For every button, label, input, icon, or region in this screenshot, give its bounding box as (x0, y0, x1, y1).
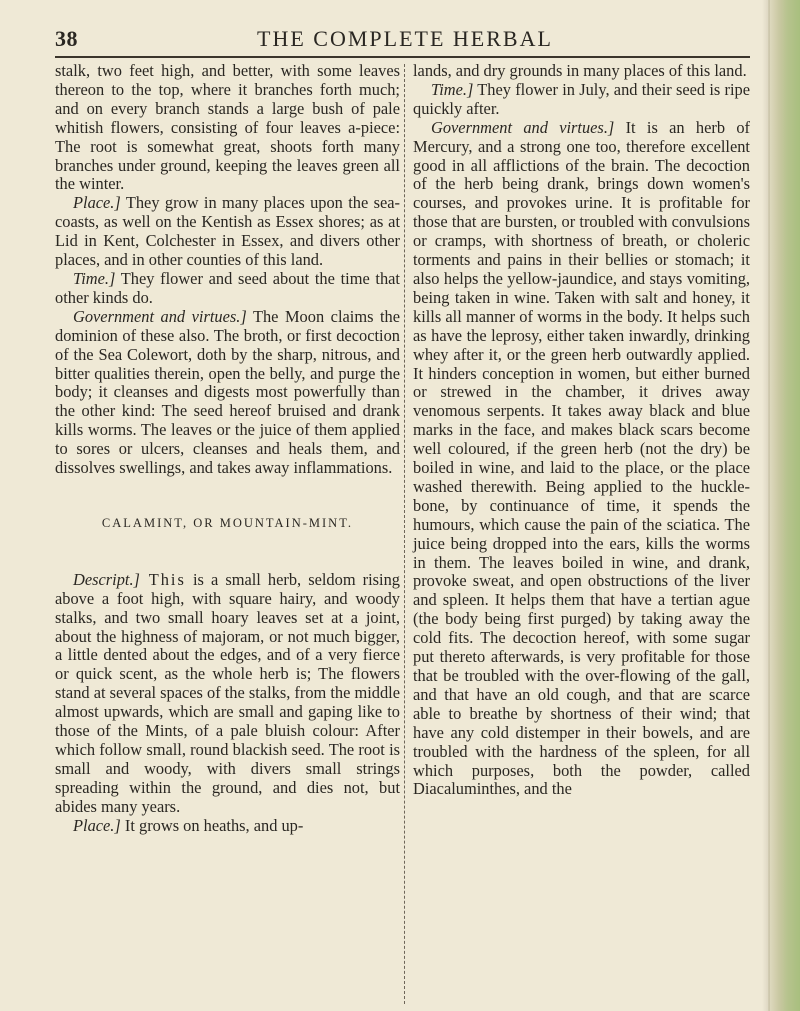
header-rule (55, 56, 750, 58)
left-paragraph-1: stalk, two feet high, and better, with some leaves thereon to the top, where it branches forth much; and on every branch stands a large bush of pale whitish flowers, consisting of four leaves a-piece: The root is somewhat great, shoots forth many branches under ground, keeping the leaves green all the winter. (55, 61, 400, 194)
government-label: Government and virtues.] (73, 306, 247, 326)
right-column (413, 62, 750, 799)
time-label: Time.] (73, 268, 116, 288)
left-paragraph-descript (55, 571, 400, 817)
right-paragraph-government (413, 119, 750, 800)
page-edge (768, 0, 800, 1011)
left-paragraph-government (55, 308, 400, 478)
place-label: Place.] (73, 193, 121, 213)
section-heading: CALAMINT, OR MOUNTAIN-MINT. (101, 515, 354, 530)
government-text: The Moon claims the dominion of these also. The broth, or first decoction of the Sea Colewort, doth by the sharp, nitrous, and bitter qualities therein, open the belly, and purge the body; it cleanses and digests most powerfully than the other kind: The seed hereof bruised and drank kills worms. The leaves or the juice of them applied to sores or ulcers, cleanses and heals them, and dissolves swellings, and takes away inflammations. (55, 306, 401, 478)
descript-text: is a small herb, seldom rising above a foot high, with square hairy, and woody stalks, and two small hoary leaves set at a joint, about the highness of majoram, or not much bigger, a little dented about the edges, and of a very fierce or quick scent, as the whole herb is; The flowers stand at several spaces of the stalks, from the middle almost upwards, which are small and gaping like to those of the Mints, of a pale bluish colour: After which follow small, round blackish seed. The root is small and woody, with divers small strings spreading within the ground, and dies not, but abides many years. (55, 569, 401, 816)
running-title: THE COMPLETE HERBAL (257, 26, 553, 51)
left-paragraph-place (55, 194, 400, 270)
page-header (55, 22, 755, 58)
left-column (55, 62, 400, 836)
time-text: They flower and seed about the time that other kinds do. (55, 268, 400, 307)
place-text: They grow in many places upon the sea-coasts, as well on the Kentish as Essex shores; as at Lid in Kent, Colchester in Essex, and divers other places, and in other counties of this land. (55, 193, 400, 270)
left-paragraph-place-2 (55, 817, 400, 836)
right-paragraph-time (413, 81, 750, 119)
right-paragraph-1: lands, and dry grounds in many places of this land. (413, 61, 747, 80)
page-gutter-shadow (762, 0, 770, 1011)
descript-first-word: This (139, 569, 186, 589)
left-paragraph-time (55, 270, 400, 308)
column-divider (404, 64, 405, 1004)
place-2-text: It grows on heaths, and up- (120, 815, 304, 835)
place-2-label: Place.] (73, 815, 121, 835)
right-time-label: Time.] (431, 79, 474, 99)
right-time-text: They flower in July, and their seed is ripe quickly after. (413, 79, 750, 118)
descript-label: Descript.] (73, 569, 140, 589)
page-number: 38 (55, 26, 78, 51)
right-government-label: Government and virtues.] (431, 117, 615, 137)
right-government-text: It is an herb of Mercury, and a strong one too, therefore excellent good in all afflictions of the brain. The decoction of the herb being drank, brings down women's courses, and provokes urine. It is profitable for those that are bursten, or troubled with convulsions or cramps, with shortness of breath, or choleric torments and pains in their bellies or stomach; it also helps the yellow-jaundice, and stays vomiting, being taken in wine. Taken with salt and honey, it kills all manner of worms in the body. It helps such as have the leprosy, either taken inwardly, drinking whey after it, or the green herb outwardly applied. It hinders conception in women, but either burned or strewed in the chamber, it drives away venomous serpents. It takes away black and blue marks in the face, and makes black scars become well coloured, if the green herb (not the dry) be boiled in wine, and laid to the place, or the place washed therewith. Being applied to the huckle-bone, by continuance of time, it spends the humours, which cause the pain of the sciatica. The juice being dropped into the ears, kills the worms in them. The leaves boiled in wine, and drank, provoke sweat, and open obstructions of the liver and spleen. It helps them that have a tertian ague (the body being first purged) by taking away the cold fits. The decoction hereof, with some sugar put thereto afterwards, is very profitable for those that be troubled with the over-flowing of the gall, and that have an old cough, and that are scarce able to breathe by shortness of their wind; that have any cold distemper in their bowels, and are troubled with the hardness of the spleen, for all which purposes, both the powder, called Diacaluminthes, and the (413, 117, 750, 799)
